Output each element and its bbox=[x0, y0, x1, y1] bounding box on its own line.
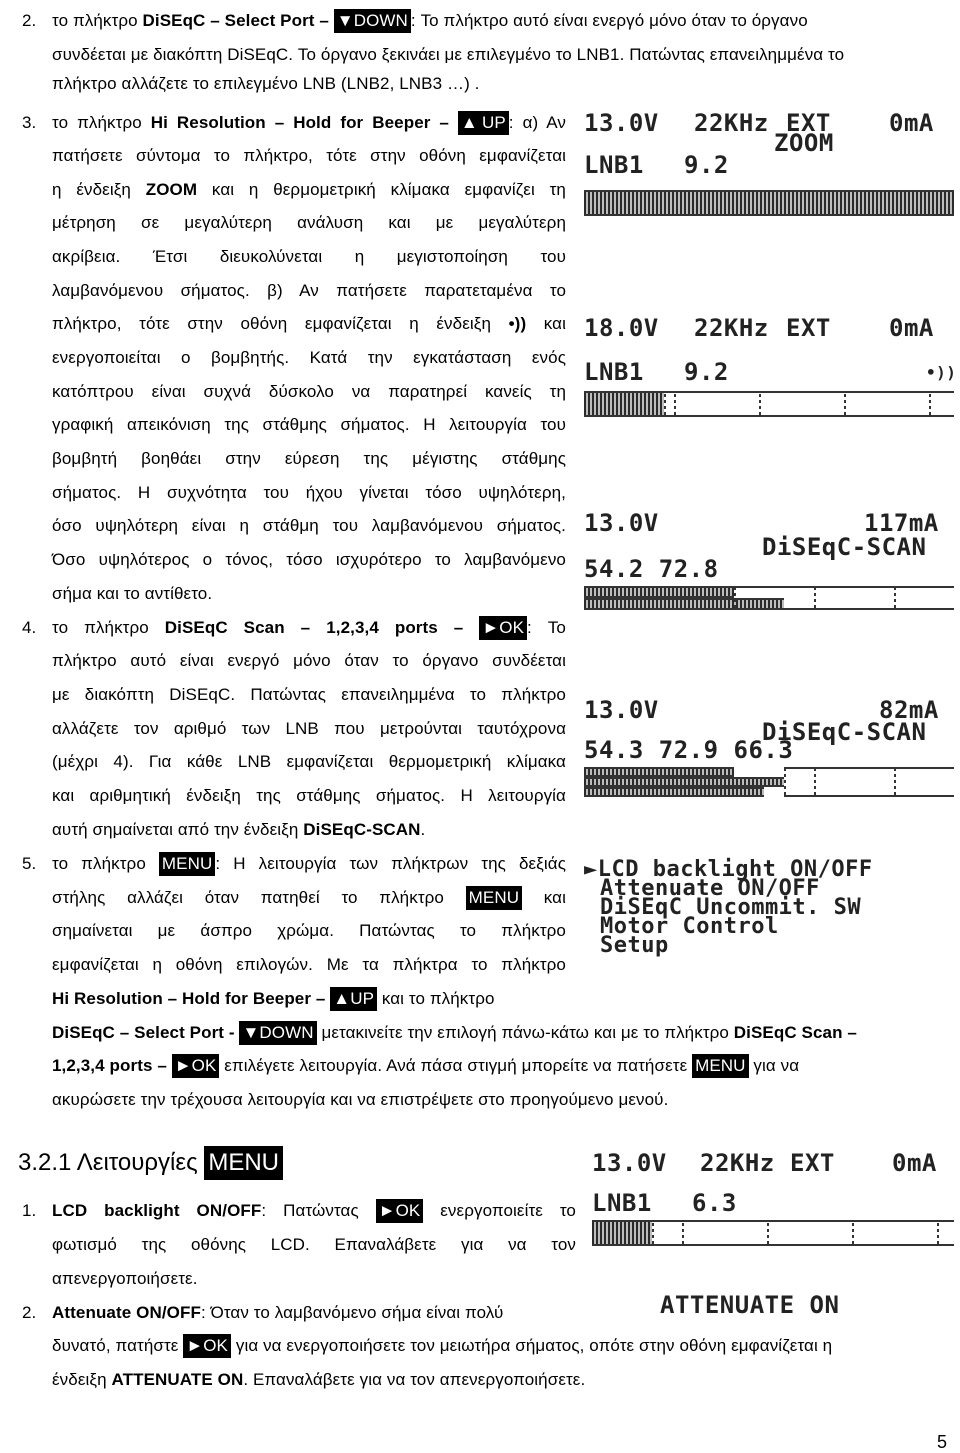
section-heading: 3.2.1 Λειτουργίες MENU bbox=[18, 1148, 283, 1178]
ok-key: ►OK bbox=[172, 1054, 220, 1078]
menu-key: MENU bbox=[466, 886, 522, 910]
lcd-level-bar bbox=[584, 787, 764, 797]
down-key: ▼DOWN bbox=[239, 1021, 316, 1045]
paragraph-line: όσο υψηλότερη είναι η στάθμη του λαμβανόμενου σήματος. bbox=[52, 516, 566, 535]
lcd-current: 117mA bbox=[864, 509, 939, 537]
lcd-frequency: 22KHz bbox=[694, 314, 769, 342]
lcd-zoom: ZOOM bbox=[774, 129, 834, 157]
lcd-level: 9.2 bbox=[684, 358, 729, 386]
lcd-level: 6.3 bbox=[692, 1189, 737, 1217]
lcd-screen-scan-2 bbox=[584, 510, 954, 615]
lcd-ext: EXT bbox=[786, 109, 831, 137]
lcd-screen-attenuate bbox=[660, 1292, 900, 1322]
list-number: 3. bbox=[22, 113, 37, 132]
lcd-levels: 54.2 72.8 bbox=[584, 555, 719, 583]
paragraph-line: κατόπτρου είναι συχνά δύσκολο να παρατηρεί κανείς τη bbox=[52, 382, 566, 401]
paragraph-line: το πλήκτρο DiSEqC – Select Port – ▼DOWN : Το πλήκτρο αυτό είναι ενεργό μόνο όταν το όργανο bbox=[52, 10, 808, 32]
beeper-icon: •)) bbox=[926, 363, 957, 382]
lcd-level-bar bbox=[584, 391, 664, 417]
lcd-voltage: 13.0V bbox=[584, 109, 659, 137]
list-number: 1. bbox=[22, 1201, 37, 1220]
paragraph-line: και αριθμητική ένδειξη της στάθμης σήματος. Η λειτουργία bbox=[52, 786, 566, 805]
lcd-current: 0mA bbox=[889, 314, 934, 342]
lcd-level-bar bbox=[584, 777, 784, 787]
paragraph-line: αλλάζετε τον αριθμό των LNB που μετρούνται ταυτόχρονα bbox=[52, 719, 566, 738]
paragraph-line: με διακόπτη DiSEqC. Πατώντας επανειλημμένα το πλήκτρο bbox=[52, 685, 566, 704]
paragraph-line: το πλήκτρο MENU : Η λειτουργία των πλήκτρων της δεξιάς bbox=[52, 853, 566, 875]
beeper-icon: •)) bbox=[508, 314, 527, 333]
lcd-scale bbox=[664, 391, 954, 417]
paragraph-line: Attenuate ON/OFF: Όταν το λαμβανόμενο σήμα είναι πολύ bbox=[52, 1303, 504, 1322]
lcd-scale bbox=[734, 586, 954, 610]
paragraph-line: DiSEqC – Select Port - ▼DOWN μετακινείτε την επιλογή πάνω-κάτω και με το πλήκτρο DiSEqC Scan – bbox=[52, 1022, 857, 1044]
lcd-frequency: 22KHz bbox=[694, 109, 769, 137]
lcd-level-bar bbox=[584, 586, 734, 598]
paragraph-line: 1,2,3,4 ports – ►OK επιλέγετε λειτουργία. Ανά πάσα στιγμή μπορείτε να πατήσετε MENU για να bbox=[52, 1055, 799, 1077]
lcd-current: 82mA bbox=[879, 696, 939, 724]
list-number: 2. bbox=[22, 1303, 37, 1322]
lcd-screen-beeper bbox=[584, 314, 957, 425]
down-key: ▼DOWN bbox=[334, 9, 411, 33]
lcd-current: 0mA bbox=[889, 109, 934, 137]
paragraph-line: ενεργοποιείται ο βομβητής. Κατά την εγκατάσταση ενός bbox=[52, 348, 566, 367]
lcd-lnb: LNB1 bbox=[584, 358, 644, 386]
paragraph-line: το πλήκτρο DiSEqC Scan – 1,2,3,4 ports – ►OK : Το bbox=[52, 617, 566, 639]
paragraph-line: (μέχρι 4). Για κάθε LNB εμφανίζεται θερμομετρική κλίμακα bbox=[52, 752, 566, 771]
paragraph-line: πλήκτρο αυτό είναι ενεργό μόνο όταν το όργανο συνδέεται bbox=[52, 651, 566, 670]
lcd-menu-screen bbox=[584, 857, 954, 960]
paragraph-line: πατήσετε σύντομα το πλήκτρο, τότε στην οθόνη εμφανίζεται bbox=[52, 146, 566, 165]
lcd-level-bar bbox=[584, 190, 954, 216]
lcd-ext: EXT bbox=[786, 314, 831, 342]
up-key: ▲UP bbox=[458, 111, 509, 135]
paragraph-line: απενεργοποιήσετε. bbox=[52, 1269, 198, 1288]
paragraph-line: γραφική απεικόνιση της στάθμης σήματος. Η λειτουργία του bbox=[52, 415, 566, 434]
paragraph-line: σήματος. Η συχνότητα του ήχου γίνεται τόσο υψηλότερη, bbox=[52, 483, 566, 502]
lcd-menu-item: DiSEqC Uncommit. SW bbox=[600, 895, 862, 920]
paragraph-line: σήμα και το αντίθετο. bbox=[52, 584, 213, 603]
paragraph-line: μέτρηση σε μεγαλύτερη ανάλυση και με μεγαλύτερη bbox=[52, 213, 566, 232]
ok-key: ►OK bbox=[479, 616, 527, 640]
paragraph-line: η ένδειξη ZOOM και η θερμομετρική κλίμακα εμφανίζει τη bbox=[52, 180, 566, 199]
menu-key: MENU bbox=[204, 1146, 283, 1180]
lcd-level-bar bbox=[584, 767, 734, 777]
paragraph-line: σημαίνεται με άσπρο χρώμα. Πατώντας το πλήκτρο bbox=[52, 921, 566, 940]
lcd-voltage: 13.0V bbox=[584, 696, 659, 724]
lcd-scale bbox=[784, 767, 954, 797]
lcd-level-bar bbox=[592, 1220, 652, 1246]
lcd-lnb: LNB1 bbox=[584, 151, 644, 179]
lcd-frequency: 22KHz bbox=[700, 1149, 775, 1177]
ok-key: ►OK bbox=[183, 1334, 231, 1358]
lcd-menu-item: Attenuate ON/OFF bbox=[600, 876, 820, 901]
paragraph-line: συνδέεται με διακόπτη DiSEqC. Το όργανο ξεκινάει με επιλεγμένο το LNB1. Πατώντας επανειλημμένα το bbox=[52, 45, 845, 64]
lcd-attenuate-text: ATTENUATE ON bbox=[660, 1291, 840, 1319]
lcd-menu-item: Setup bbox=[600, 933, 669, 958]
paragraph-line: φωτισμό της οθόνης LCD. Επαναλάβετε για να τον bbox=[52, 1235, 576, 1254]
lcd-screen-backlight bbox=[592, 1150, 954, 1250]
paragraph-line: ένδειξη ATTENUATE ON. Επαναλάβετε για να τον απενεργοποιήσετε. bbox=[52, 1370, 586, 1389]
list-number: 4. bbox=[22, 618, 37, 637]
menu-key: MENU bbox=[159, 852, 215, 876]
list-number: 5. bbox=[22, 854, 37, 873]
lcd-screen-zoom bbox=[584, 110, 954, 250]
lcd-scale bbox=[652, 1220, 954, 1246]
paragraph-line: ακρίβεια. Έτσι διευκολύνεται η μεγιστοποίηση του bbox=[52, 247, 566, 266]
lcd-screen-scan-3 bbox=[584, 697, 954, 802]
lcd-voltage: 13.0V bbox=[592, 1149, 667, 1177]
paragraph-line: λαμβανόμενου σήματος. β) Αν πατήσετε παρατεταμένα το bbox=[52, 281, 566, 300]
paragraph-line: εμφανίζεται η οθόνη επιλογών. Με τα πλήκτρα το πλήκτρο bbox=[52, 955, 566, 974]
paragraph-line: Όσο υψηλότερος ο τόνος, τόσο ισχυρότερο το λαμβανόμενο bbox=[52, 550, 566, 569]
up-key: ▲UP bbox=[330, 987, 377, 1011]
lcd-mode: DiSEqC-SCAN bbox=[762, 718, 927, 746]
lcd-voltage: 13.0V bbox=[584, 509, 659, 537]
lcd-current: 0mA bbox=[892, 1149, 937, 1177]
paragraph-line: ακυρώσετε την τρέχουσα λειτουργία και να επιστρέψετε στο προηγούμενο μενού. bbox=[52, 1090, 669, 1109]
paragraph-line: αυτή σημαίνεται από την ένδειξη DiSEqC-SCAN. bbox=[52, 820, 426, 839]
paragraph-line: Hi Resolution – Hold for Beeper – ▲UP και το πλήκτρο bbox=[52, 988, 495, 1010]
lcd-mode: DiSEqC-SCAN bbox=[762, 533, 927, 561]
paragraph-line: στήλης αλλάζει όταν πατηθεί το πλήκτρο MENU και bbox=[52, 887, 566, 909]
lcd-ext: EXT bbox=[790, 1149, 835, 1177]
ok-key: ►OK bbox=[376, 1199, 424, 1223]
paragraph-line: πλήκτρο αλλάζετε το επιλεγμένο LNB (LNB2, LNB3 …) . bbox=[52, 74, 480, 93]
lcd-lnb: LNB1 bbox=[592, 1189, 652, 1217]
lcd-menu-item: ►LCD backlight ON/OFF bbox=[584, 857, 873, 882]
lcd-menu-item: Motor Control bbox=[600, 914, 779, 939]
paragraph-line: δυνατό, πατήστε ►OK για να ενεργοποιήσετε τον μειωτήρα σήματος, οπότε στην οθόνη εμφανίζεται η bbox=[52, 1335, 832, 1357]
paragraph-line: πλήκτρο, τότε στην οθόνη εμφανίζεται η ένδειξη •)) και bbox=[52, 314, 566, 333]
page-number: 5 bbox=[937, 1432, 948, 1452]
lcd-level: 9.2 bbox=[684, 151, 729, 179]
lcd-levels: 54.3 72.9 66.3 bbox=[584, 736, 794, 764]
list-number: 2. bbox=[22, 11, 37, 30]
paragraph-line: βομβητή βοηθάει στην εύρεση της μέγιστης στάθμης bbox=[52, 449, 566, 468]
paragraph-line: LCD backlight ON/OFF: Πατώντας ►OK ενεργοποιείτε το bbox=[52, 1200, 576, 1222]
lcd-voltage: 18.0V bbox=[584, 314, 659, 342]
menu-key: MENU bbox=[692, 1054, 748, 1078]
paragraph-line: το πλήκτρο Hi Resolution – Hold for Beeper – ▲UP : α) Αν bbox=[52, 112, 566, 134]
